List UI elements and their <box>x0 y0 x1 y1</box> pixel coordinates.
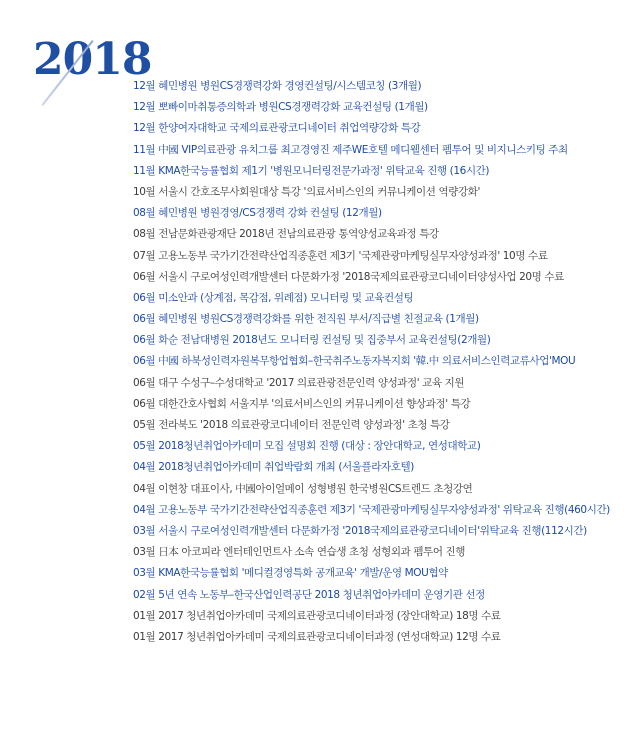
history-item: 05월 전라북도 '2018 의료관광코디네이터 전문인력 양성과정' 초청 특강 <box>133 419 450 431</box>
history-item: 06월 대한간호사협회 서울지부 '의료서비스인의 커뮤니케이션 향상과정' 특강 <box>133 397 471 410</box>
history-item: 10월 서울시 간호조무사회원대상 특강 '의료서비스인의 커뮤니케이션 역량강화' <box>133 185 480 198</box>
history-list <box>133 76 623 648</box>
history-item: 03월 日本 아코피라 엔터테인먼트사 소속 연습생 초청 성형외과 펨투어 진행 <box>133 546 466 559</box>
history-item: 08월 혜민병원 병원경영/CS경쟁력 강화 컨설팅 (12개월) <box>133 207 382 220</box>
history-item: 06월 미소안과 (상계점, 목감점, 위례점) 모니터링 및 교육컨설팅 <box>133 291 414 304</box>
year-heading: 2018 <box>33 34 152 85</box>
history-item: 06월 中國 하북성인력자원복무항업협회–한국취주노동자복지회 '韓.中 의료서비스인력교류사업'MOU <box>133 355 576 368</box>
history-item: 08월 전남문화관광재단 2018년 전남의료관광 통역양성교육과정 특강 <box>133 228 439 241</box>
history-item: 11월 中國 VIP의료관광 유치그룹 최고경영진 제주WE호텔 메디웰센터 펨투어 및 비지니스키팅 주최 <box>133 143 568 156</box>
history-item: 04월 이현창 대표이사, 中國아이얼메이 성형병원 한국병원CS트렌드 초청강연 <box>133 482 473 495</box>
history-item: 04월 2018청년취업아카데미 취업박람회 개최 (서울플라자호텔) <box>133 461 414 474</box>
history-item: 11월 KMA한국능률협회 제1기 '병원모니터링전문가과정' 위탁교육 진행 (16시간) <box>133 164 490 177</box>
history-item: 01월 2017 청년취업아카데미 국제의료관광코디네이터과정 (연성대학교) 12명 수료 <box>133 630 501 643</box>
history-item: 01월 2017 청년취업아카데미 국제의료관광코디네이터과정 (장안대학교) 18명 수료 <box>133 609 501 622</box>
history-item: 12월 한양여자대학교 국제의료관광코디네이터 취업역량강화 특강 <box>133 122 421 135</box>
history-item: 03월 서울시 구로여성인력개발센터 다문화가정 '2018국제의료관광코디네이터'위탁교육 진행(112시간) <box>133 524 587 537</box>
history-item: 05월 2018청년취업아카데미 모집 설명회 진행 (대상 : 장안대학교, 연성대학교) <box>133 440 481 453</box>
history-item: 06월 대구 수성구–수성대학교 '2017 의료관광전문인력 양성과정' 교육 지원 <box>133 376 465 389</box>
history-item: 12월 뽀빠이마취통증의학과 병원CS경쟁력강화 교육컨설팅 (1개월) <box>133 101 428 114</box>
history-item: 03월 KMA한국능률협회 '메디컬경영특화 공개교육' 개발/운영 MOU협약 <box>133 567 448 580</box>
history-item: 06월 서울시 구로여성인력개발센터 다문화가정 '2018국제의료관광코디네이터양성사업 20명 수료 <box>133 270 564 283</box>
history-item: 06월 혜민병원 병원CS경쟁력강화를 위한 전직원 부서/직급별 친절교육 (1개월) <box>133 313 479 326</box>
history-item: 07월 고용노동부 국가기간전략산업직종훈련 제3기 '국제관광마케팅실무자양성과정' 10명 수료 <box>133 249 548 262</box>
history-item: 06월 화순 전남대병원 2018년도 모니터링 컨설팅 및 집중부서 교육컨설팅(2개월) <box>133 334 491 347</box>
history-item: 12월 혜민병원 병원CS경쟁력강화 경영컨설팅/시스템코칭 (3개월) <box>133 80 422 92</box>
history-item: 02월 5년 연속 노동부–한국산업인력공단 2018 청년취업아카데미 운영기관 선정 <box>133 588 485 601</box>
history-item: 04월 고용노동부 국가기간전략산업직종훈련 제3기 '국제관광마케팅실무자양성과정' 위탁교육 진행(460시간) <box>133 503 610 516</box>
